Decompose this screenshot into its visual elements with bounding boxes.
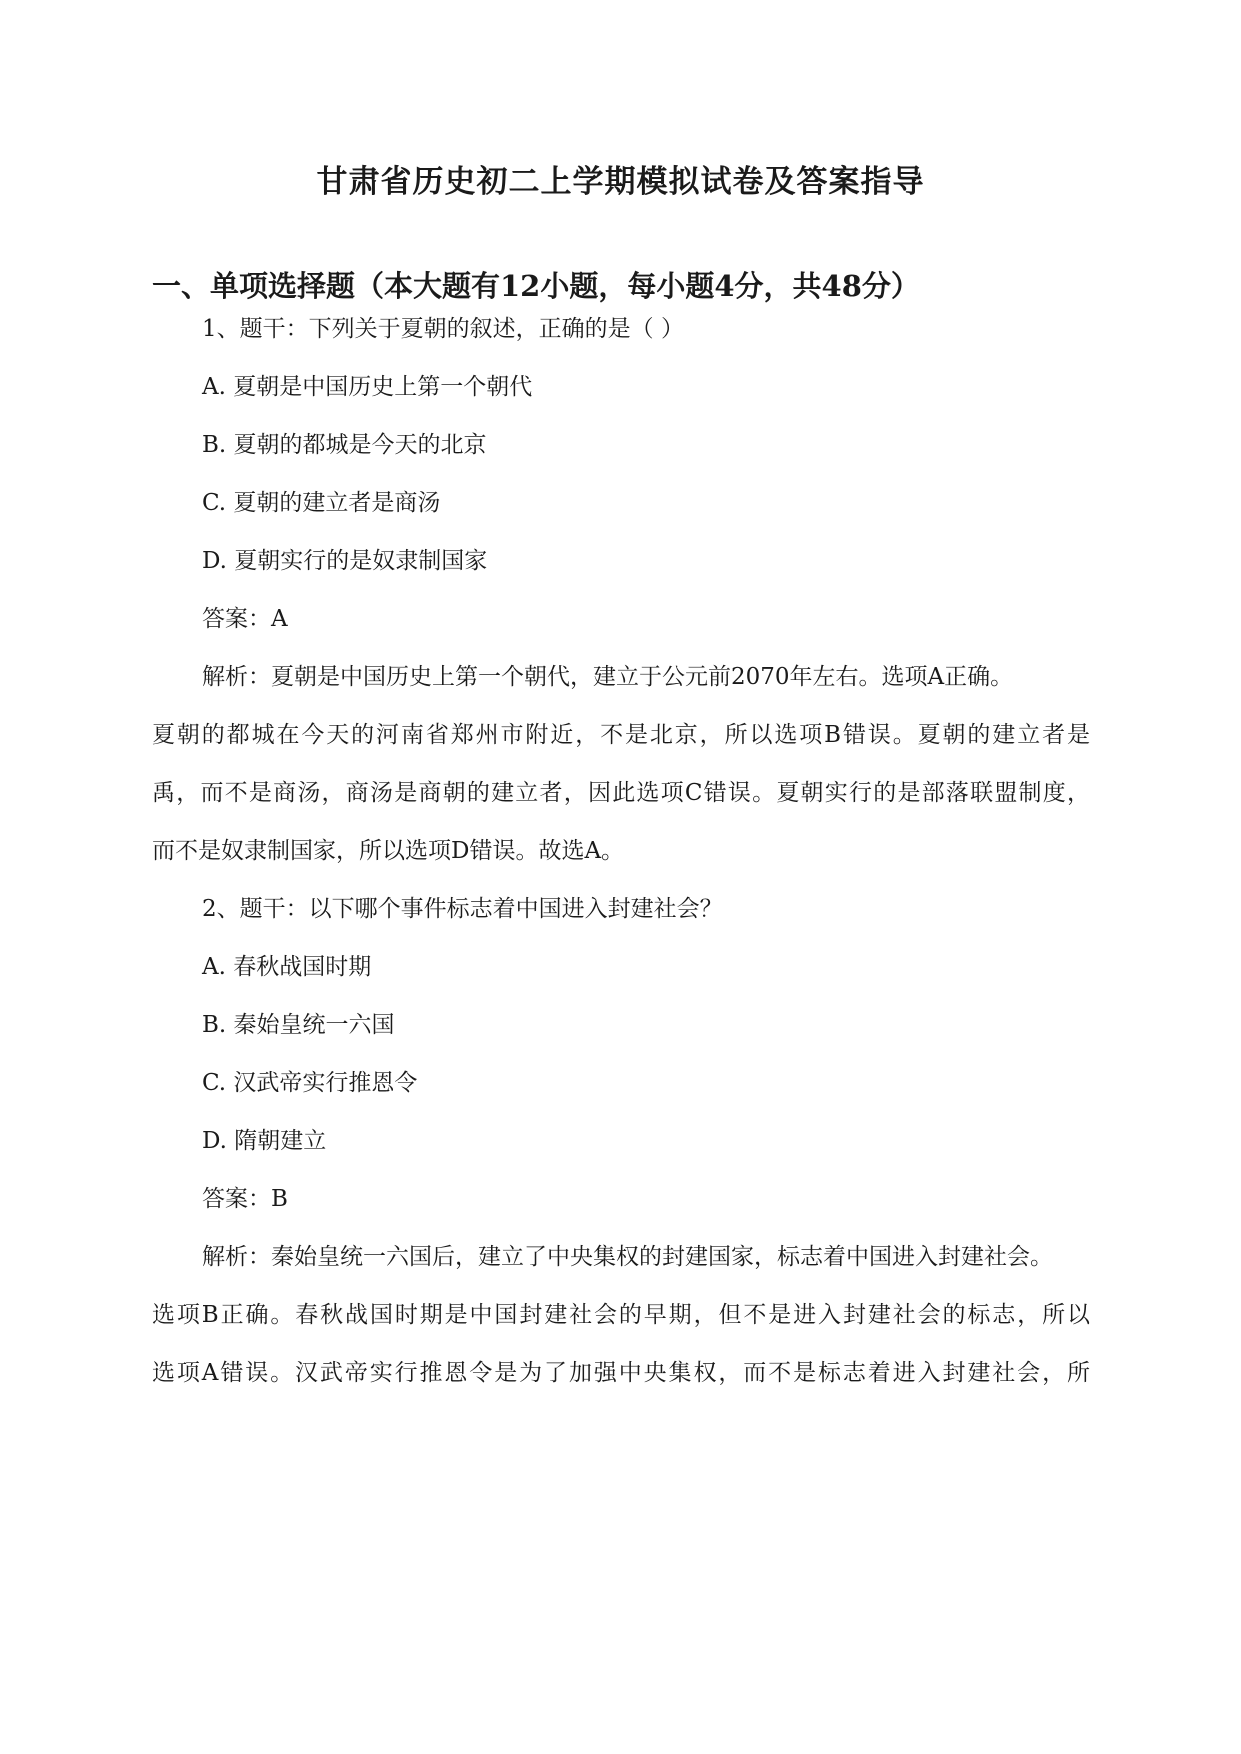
analysis-line: 夏朝的都城在今天的河南省郑州市附近，不是北京，所以选项B错误。夏朝的建立者是: [152, 722, 1090, 748]
analysis-line: 解析：夏朝是中国历史上第一个朝代，建立于公元前2070年左右。选项A正确。: [202, 664, 1014, 690]
option-a: A. 春秋战国时期: [202, 954, 372, 980]
answer-line: 答案：A: [202, 606, 288, 632]
section-heading: 一、单项选择题（本大题有12小题，每小题4分，共48分）: [152, 269, 920, 303]
question-stem: 1、题干：下列关于夏朝的叙述，正确的是（ ）: [202, 316, 684, 342]
answer-line: 答案：B: [202, 1186, 288, 1212]
option-c: C. 夏朝的建立者是商汤: [202, 490, 441, 516]
option-b: B. 夏朝的都城是今天的北京: [202, 432, 487, 458]
analysis-line: 选项B正确。春秋战国时期是中国封建社会的早期，但不是进入封建社会的标志，所以: [152, 1302, 1090, 1328]
question-stem: 2、题干：以下哪个事件标志着中国进入封建社会？: [202, 896, 723, 922]
analysis-line: 禹，而不是商汤，商汤是商朝的建立者，因此选项C错误。夏朝实行的是部落联盟制度，: [152, 780, 1090, 806]
option-c: C. 汉武帝实行推恩令: [202, 1070, 418, 1096]
analysis-line: 而不是奴隶制国家，所以选项D错误。故选A。: [152, 838, 625, 864]
analysis-line: 解析：秦始皇统一六国后，建立了中央集权的封建国家，标志着中国进入封建社会。: [202, 1244, 1053, 1270]
option-d: D. 夏朝实行的是奴隶制国家: [202, 548, 488, 574]
option-a: A. 夏朝是中国历史上第一个朝代: [202, 374, 533, 400]
option-d: D. 隋朝建立: [202, 1128, 327, 1154]
analysis-line: 选项A错误。汉武帝实行推恩令是为了加强中央集权，而不是标志着进入封建社会，所: [152, 1360, 1090, 1386]
option-b: B. 秦始皇统一六国: [202, 1012, 395, 1038]
document-title: 甘肃省历史初二上学期模拟试卷及答案指导: [316, 164, 925, 200]
